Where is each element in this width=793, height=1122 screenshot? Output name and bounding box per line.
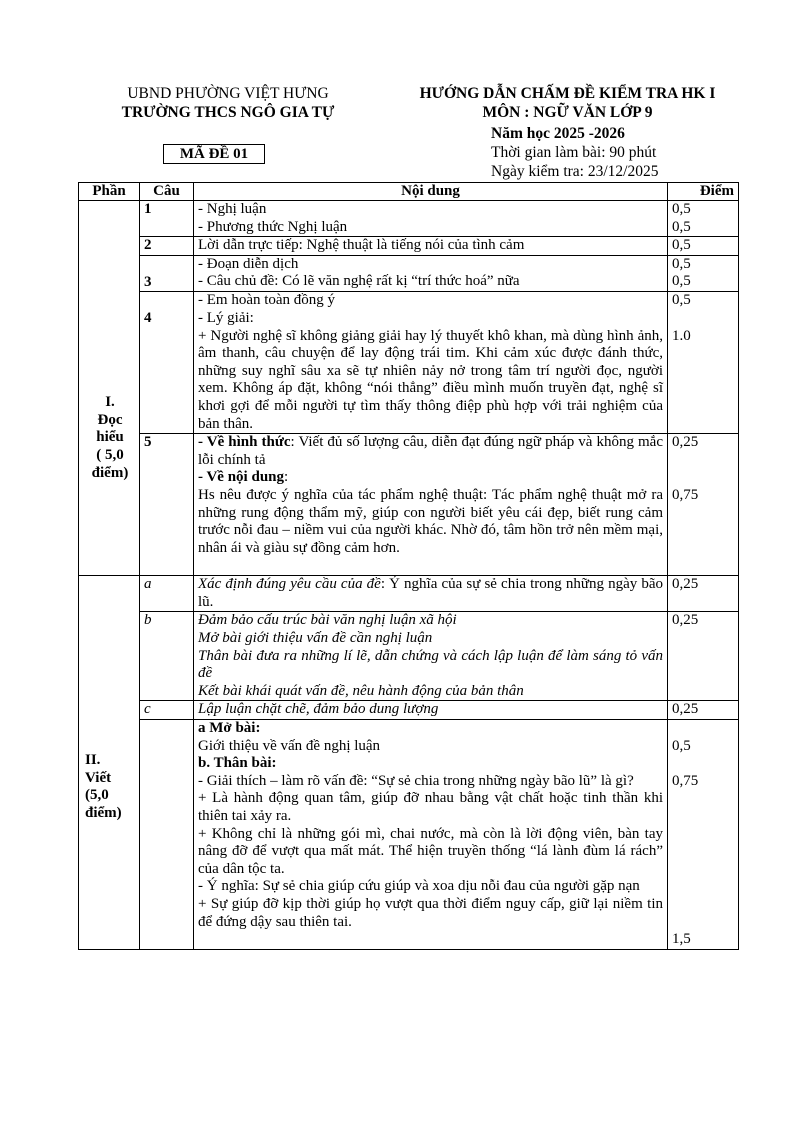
score: 0,25 [668,612,739,701]
answer-content: Lời dẫn trực tiếp: Nghệ thuật là tiếng nói của tình cảm [194,237,668,256]
answer-content: - Nghị luận - Phương thức Nghị luận [194,201,668,237]
criterion-letter: b [140,612,194,701]
score: 0,5 [668,237,739,256]
grading-table [78,182,739,950]
question-number: 5 [140,434,194,576]
score: 0,5 1.0 [668,292,739,434]
table-row-q3 [79,255,739,292]
table-row-q5 [79,434,739,576]
table-row-a [79,576,739,612]
school-header [78,84,378,122]
header-cau: Câu [140,183,194,201]
header-phan: Phần [79,183,140,201]
exam-code-box: MÃ ĐỀ 01 [163,144,265,164]
answer-content: - Về hình thức: Viết đủ số lượng câu, diễn đạt đúng ngữ pháp và không mắc lỗi chính tả - Về nội dung: Hs nêu được ý nghĩa của tác phẩm nghệ thuật: Tác phẩm nghệ thuật mở ra những rung động thẩm mỹ, giúp con người biết yêu cái đẹp, biết rung cảm trước nỗi đau – niềm vui của người khác. Nhờ đó, tâm hồn trở nên mềm mại, nhân ái và giàu sự đồng cảm hơn. [194,434,668,576]
part-2-label: II. Viết (5,0 điểm) [79,576,140,949]
criterion-content: Xác định đúng yêu cầu của đề: Ý nghĩa của sự sẻ chia trong những ngày bão lũ. [194,576,668,612]
score: 0,5 0,5 [668,201,739,237]
score: 0,5 0,5 [668,255,739,292]
school-name: TRƯỜNG THCS NGÔ GIA TỰ [121,104,335,121]
question-number: 4 [140,292,194,434]
score: 0,25 0,75 [668,434,739,576]
score: 0,5 0,75 1,5 [668,720,739,950]
exam-info [491,124,751,181]
header-noi-dung: Nội dung [194,183,668,201]
duration: Thời gian làm bài: 90 phút [491,144,657,161]
header-diem: Điểm [668,183,739,201]
essay-outline: a Mở bài: Giới thiệu về vấn đề nghị luận b. Thân bài: - Giải thích – làm rõ vấn đề: “Sự sẻ chia trong những ngày bão lũ” là gì? + Là hành động quan tâm, giúp đỡ nhau bằng vật chất hoặc tinh thần khi thiên tai xảy ra. + Không chỉ là những gói mì, chai nước, mà còn là lời động viên, bàn tay nâng đỡ để vượt qua mất mát. Thể hiện truyền thống “lá lành đùm lá rách” của dân tộc ta. - Ý nghĩa: Sự sẻ chia giúp cứu giúp và xoa dịu nỗi đau của người gặp nạn + Sự giúp đỡ kịp thời giúp họ vượt qua thời điểm nguy cấp, giữ lại niềm tin để đứng dậy sau thiên tai. [194,720,668,950]
district-name: UBND PHƯỜNG VIỆT HƯNG [127,85,329,102]
criterion-letter: c [140,701,194,720]
criterion-content: Lập luận chặt chẽ, đảm bảo dung lượng [194,701,668,720]
table-row-c [79,701,739,720]
score: 0,25 [668,576,739,612]
answer-content: - Em hoàn toàn đồng ý - Lý giải: + Người nghệ sĩ không giảng giải hay lý thuyết khô khan, mà dùng hình ảnh, âm thanh, câu chuyện để lay động trái tim. Khi cảm xúc được đánh thức, những suy nghĩ sâu xa sẽ tự nhiên nảy nở trong tâm trí người đọc, người xem. Không áp đặt, không “nói thẳng” điều mình muốn truyền đạt, nghệ sĩ khơi gợi để mỗi người tự tìm thấy thông điệp phù hợp với trải nghiệm của bản thân. [194,292,668,434]
table-row-body [79,720,739,950]
title-line: HƯỚNG DẪN CHẤM ĐỀ KIỂM TRA HK I [419,85,716,102]
school-year: Năm học 2025 -2026 [491,125,625,142]
table-row-q1 [79,201,739,237]
subject-line: MÔN : NGỮ VĂN LỚP 9 [482,104,653,121]
part-1-label: I. Đọc hiểu ( 5,0 điểm) [79,201,140,576]
criterion-letter: a [140,576,194,612]
exam-date: Ngày kiểm tra: 23/12/2025 [491,163,659,180]
document-title [395,84,740,122]
question-number: 2 [140,237,194,256]
answer-content: - Đoạn diễn dịch - Câu chủ đề: Có lẽ văn nghệ rất kị “trí thức hoá” nữa [194,255,668,292]
table-row-q2 [79,237,739,256]
criterion-content: Đảm bảo cấu trúc bài văn nghị luận xã hội Mở bài giới thiệu vấn đề cần nghị luận Thân bài đưa ra những lí lẽ, dẫn chứng và cách lập luận để làm sáng tỏ vấn đề Kết bài khái quát vấn đề, nêu hành động của bản thân [194,612,668,701]
question-number: 1 [140,201,194,237]
table-header-row [79,183,739,201]
table-row-q4 [79,292,739,434]
question-number: 3 [140,255,194,292]
score: 0,25 [668,701,739,720]
table-row-b [79,612,739,701]
criterion-letter [140,720,194,950]
